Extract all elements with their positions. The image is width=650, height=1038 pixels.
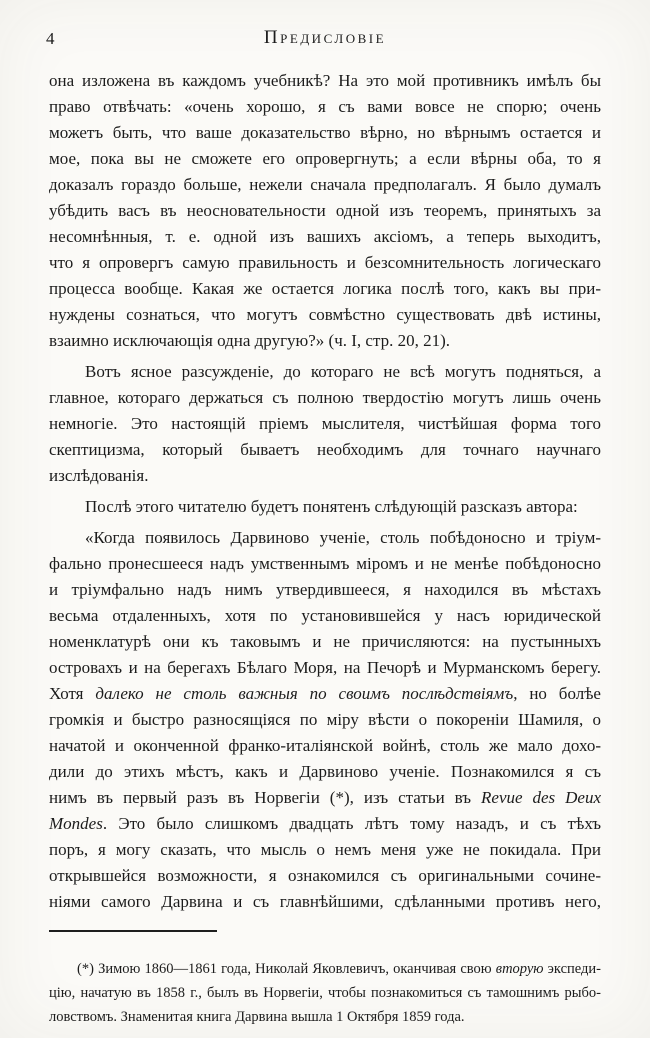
paragraph xyxy=(49,494,601,520)
text-segment: дили до этихъ мѣстъ, какъ и Дарвиново ученіе. Познакомился я съ xyxy=(49,762,601,781)
footnote xyxy=(49,957,601,1029)
text-segment: немногіе. Это настоящій пріемъ мыслителя, чистѣйшая форма того xyxy=(49,414,601,433)
text-segment: Вотъ ясное разсужденіе, до котораго не всѣ могутъ подняться, а xyxy=(85,362,601,381)
text-line xyxy=(49,172,601,198)
text-line xyxy=(49,981,601,1005)
text-segment: несомнѣнныя, т. е. одной изъ вашихъ аксіомъ, а теперь выходитъ, xyxy=(49,227,601,246)
text-line xyxy=(49,811,601,837)
text-line xyxy=(49,250,601,276)
text-line xyxy=(49,655,601,681)
text-segment: главное, котораго держаться съ полною твердостію могутъ лишь очень xyxy=(49,388,601,407)
text-line xyxy=(49,551,601,577)
text-segment: начатой и оконченной франко-италіянской войнѣ, столь же мало дохо- xyxy=(49,736,601,755)
text-block xyxy=(49,68,601,915)
text-segment: ловствомъ. Знаменитая книга Дарвина вышла 1 Октября 1859 года. xyxy=(49,1009,465,1025)
text-line xyxy=(49,120,601,146)
text-line xyxy=(49,577,601,603)
text-segment: номенклатурѣ они къ таковымъ и не причисляются: на пустынныхъ xyxy=(49,632,601,651)
page-header xyxy=(0,27,650,53)
text-line xyxy=(49,385,601,411)
text-line xyxy=(49,603,601,629)
text-segment: . Это было слишкомъ двадцать лѣтъ тому назадъ, и съ тѣхъ xyxy=(102,814,601,833)
text-line xyxy=(49,463,601,489)
paragraph xyxy=(49,525,601,915)
text-line xyxy=(49,785,601,811)
text-line xyxy=(49,224,601,250)
text-segment: ніями самого Дарвина и съ главнѣйшими, сдѣланными противъ него, xyxy=(49,892,601,911)
text-segment: взаимно исключающія одна другую?» (ч. I, стр. 20, 21). xyxy=(49,331,451,350)
italic-text: Mondes xyxy=(49,814,103,833)
text-line xyxy=(49,276,601,302)
text-line xyxy=(49,198,601,224)
text-segment: , но болѣе xyxy=(513,684,601,703)
paragraph xyxy=(49,68,601,354)
text-segment: процесса вообще. Какая же остается логика послѣ того, какъ вы при- xyxy=(49,279,601,298)
italic-text: далеко не столь важныя по своимъ послѣдствіямъ xyxy=(95,684,514,703)
text-line xyxy=(49,707,601,733)
footnote-separator xyxy=(49,930,217,932)
paragraph xyxy=(49,359,601,489)
text-segment: открывшейся возможности, я ознакомился съ оригинальными сочине- xyxy=(49,866,601,885)
text-segment: (*) Зимою 1860—1861 года, Николай Яковлевичъ, оканчивая свою xyxy=(77,961,496,977)
text-line xyxy=(49,94,601,120)
text-segment: можетъ быть, что ваше доказательство вѣрно, но вѣрнымъ остается и xyxy=(49,123,601,142)
text-segment: фально пронесшееся надъ умственнымъ міромъ и не менѣе побѣдоносно xyxy=(49,554,601,573)
text-segment: Хотя xyxy=(49,684,96,703)
text-line xyxy=(49,302,601,328)
text-line xyxy=(49,759,601,785)
paragraph xyxy=(49,957,601,1029)
text-line xyxy=(49,957,601,981)
text-segment: нуждены сознаться, что могутъ совмѣстно существовать двѣ истины, xyxy=(49,305,601,324)
text-line xyxy=(49,681,601,707)
italic-text: вторую xyxy=(495,961,544,977)
text-segment: островахъ и на берегахъ Бѣлаго Моря, на Печорѣ и Мурманскомъ берегу. xyxy=(49,658,601,677)
text-segment: мое, пока вы не сможете его опровергнуть; а если вѣрны оба, то я xyxy=(49,149,601,168)
text-segment: убѣдить васъ въ неосновательности одной изъ теоремъ, принятыхъ за xyxy=(49,201,601,220)
text-segment: Послѣ этого читателю будетъ понятенъ слѣдующій разсказъ автора: xyxy=(85,497,578,516)
page-number: 4 xyxy=(46,29,55,48)
text-segment: что я опровергъ самую правильность и безсомнительность логическаго xyxy=(49,253,601,272)
text-segment: весьма отдаленныхъ, хотя по установившейся у насъ юридической xyxy=(49,606,601,625)
text-line xyxy=(49,837,601,863)
text-line xyxy=(49,146,601,172)
text-segment: она изложена въ каждомъ учебникѣ? На это мой противникъ имѣлъ бы xyxy=(49,71,601,90)
text-line xyxy=(49,525,601,551)
text-segment: «Когда появилось Дарвиново ученіе, столь побѣдоносно и тріум- xyxy=(85,528,601,547)
text-line xyxy=(49,328,601,354)
text-segment: изслѣдованія. xyxy=(49,466,149,485)
text-line xyxy=(49,1005,601,1029)
text-line xyxy=(49,359,601,385)
text-line xyxy=(49,411,601,437)
text-segment: экспеди- xyxy=(543,961,601,977)
text-segment: право отвѣчать: «очень хорошо, я съ вами вовсе не спорю; очень xyxy=(49,97,601,116)
text-segment: цію, начатую въ 1858 г., былъ въ Норвегіи, чтобы познакомиться съ тамошнимъ рыбо- xyxy=(49,985,601,1001)
text-line xyxy=(49,68,601,94)
text-segment: доказалъ гораздо больше, нежели сначала предполагалъ. Я было думалъ xyxy=(49,175,601,194)
text-segment: и тріумфально надъ нимъ утвердившееся, я находился въ мѣстахъ xyxy=(49,580,601,599)
italic-text: Revue des Deux xyxy=(481,788,601,807)
text-line xyxy=(49,733,601,759)
text-segment: громкія и быстро разносящіяся по міру вѣсти о покореніи Шамиля, о xyxy=(49,710,601,729)
text-line xyxy=(49,437,601,463)
text-segment: поръ, я могу сказать, что мысль о немъ меня уже не покидала. При xyxy=(49,840,601,859)
text-line xyxy=(49,494,601,520)
text-line xyxy=(49,889,601,915)
text-line xyxy=(49,863,601,889)
text-segment: скептицизма, который бываетъ необходимъ для точнаго научнаго xyxy=(49,440,601,459)
running-title: Предисловіе xyxy=(263,27,387,48)
text-segment: нимъ въ первый разъ въ Норвегіи (*), изъ статьи въ xyxy=(49,788,482,807)
text-line xyxy=(49,629,601,655)
